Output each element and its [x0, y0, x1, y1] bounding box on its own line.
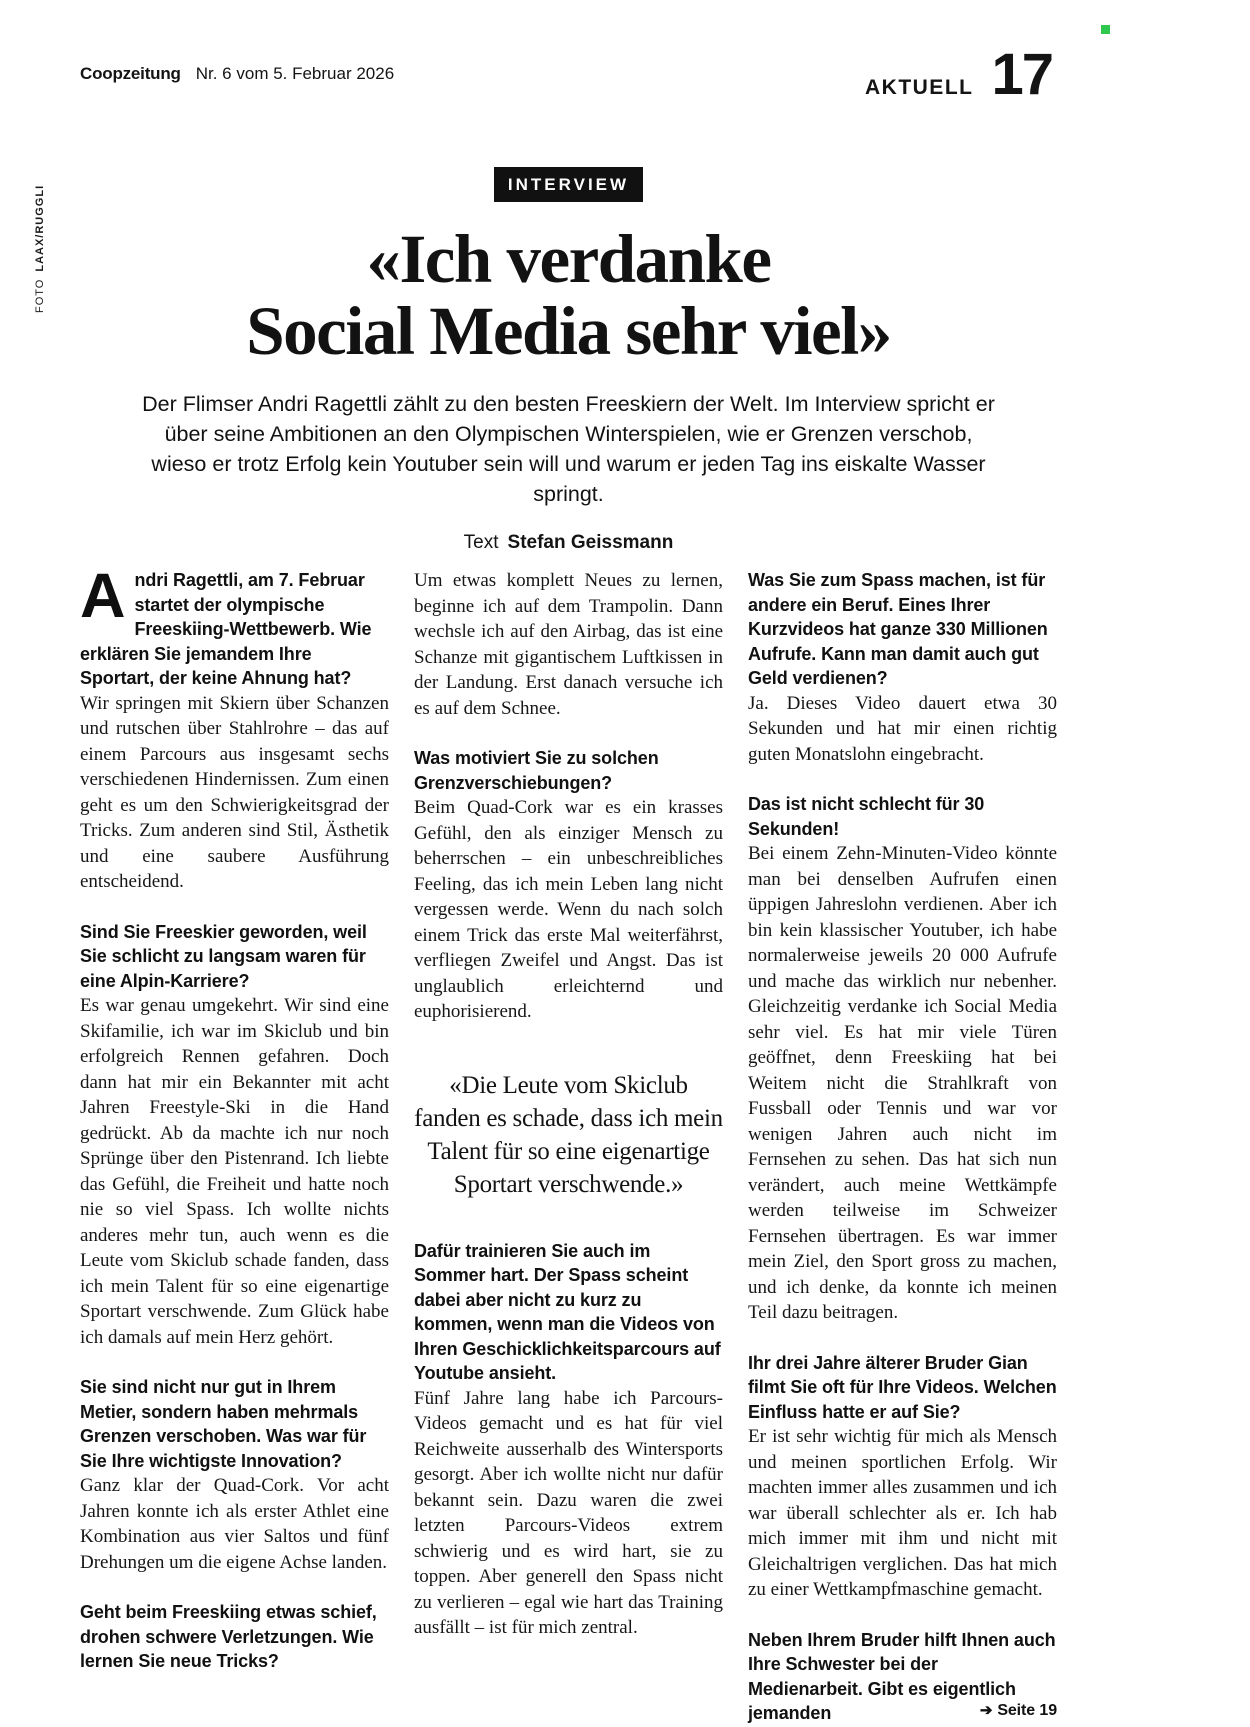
- continuation-reference: [972, 1699, 1057, 1724]
- byline-name: Stefan Geissmann: [507, 531, 674, 553]
- interview-question: Was motiviert Sie zu solchen Grenzverschiebungen?: [414, 748, 659, 793]
- byline: [80, 532, 1057, 554]
- interview-answer: Um etwas komplett Neues zu lernen, beginne ich auf dem Trampolin. Dann wechsle ich auf den Airbag, das ist eine Schanze mit gigantischem Luftkissen in der Landung. Erst danach versuche ich es auf dem Schnee.: [414, 570, 723, 719]
- question-text: Neben Ihrem Bruder hilft Ihnen auch Ihre Schwester bei der Medienarbeit. Gibt es eigentlich jemanden: [748, 1629, 1056, 1723]
- interview-question: Sind Sie Freeskier geworden, weil Sie schlicht zu langsam waren für eine Alpin-Karriere?: [80, 921, 367, 991]
- interview-answer: Beim Quad-Cork war es ein krasses Gefühl, den als einziger Mensch zu beherrschen – ein unbeschreibliches Feeling, das ich mein Leben lang nicht vergessen werde. Wenn du nach solch einem Trick das erste Mal weiterfährst, verfliegen Zweifel und Angst. Das ist unglaublich erleichternd und euphorisierend.: [414, 797, 723, 1022]
- photo-credit-name: LAAX/RUGGLI: [34, 184, 46, 272]
- interview-question: Geht beim Freeskiing etwas schief, drohen schwere Verletzungen. Wie lernen Sie neue Tricks?: [80, 1602, 377, 1671]
- interview-question: [80, 561, 389, 691]
- green-corner-mark: [1101, 25, 1110, 34]
- interview-answer: Bei einem Zehn-Minuten-Video könnte man bei denselben Aufrufen einen üppigen Jahreslohn verdienen. Aber ich bin kein klassischer Youtuber, ich habe normalerweise jeweils 20 000 Aufrufe und mache das wirklich nur nebenher. Gleichzeitig verdanke ich Social Media sehr viel. Es hat mir viele Türen geöffnet, denn Freeskiing hat bei Weitem nicht die Strahlkraft von Fussball oder Tennis und war vor wenigen Jahren auch nicht im Fernsehen zu sehen. Das hat sich nun verändert, auch meine Wettkämpfe werden teilweise im Schweizer Fernsehen übertragen. Es war immer mein Ziel, den Sport gross zu machen, und ich denke, da konnte ich meinen Teil dazu beitragen.: [748, 843, 1057, 1323]
- column-2: [414, 568, 723, 1726]
- article-head: [80, 167, 1057, 554]
- interview-question: Ihr drei Jahre älterer Bruder Gian filmt Sie oft für Ihre Videos. Welchen Einfluss hatte er auf Sie?: [748, 1352, 1057, 1422]
- interview-answer: Wir springen mit Skiern über Schanzen und rutschen über Stahlrohre – das auf einem Parcours aus insgesamt sechs verschiedenen Hindernissen. Zum einen geht es um den Schwierigkeitsgrad der Tricks. Zum anderen sind Stil, Ästhetik und eine saubere Ausführung entscheidend.: [80, 692, 389, 892]
- interview-question: Das ist nicht schlecht für 30 Sekunden!: [748, 794, 985, 839]
- interview-answer: Ganz klar der Quad-Cork. Vor acht Jahren konnte ich als erster Athlet eine Kombination aus vier Saltos und fünf Drehungen um die eigene Achse landen.: [80, 1475, 389, 1573]
- question-text: ndri Ragettli, am 7. Februar startet der olympische Freeskiing-Wettbewerb. Wie erklären Sie jemandem Ihre Sportart, der keine Ahnung hat?: [80, 570, 372, 688]
- column-1: [80, 561, 389, 1726]
- interview-question: Sie sind nicht nur gut in Ihrem Metier, sondern haben mehrmals Grenzen verschoben. Was war für Sie Ihre wichtigste Innovation?: [80, 1377, 367, 1471]
- page-number: 17: [991, 42, 1052, 107]
- column-3: [748, 568, 1057, 1726]
- interview-question: [748, 1628, 1057, 1726]
- lead-paragraph: Der Flimser Andri Ragettli zählt zu den besten Freeskiern der Welt. Im Interview spricht er über seine Ambitionen an den Olympischen Winterspielen, wie er Grenzen verschob, wieso er trotz Erfolg kein Youtuber sein will und warum er jeden Tag ins eiskalte Wasser springt.: [142, 391, 995, 506]
- interview-answer: Ja. Dieses Video dauert etwa 30 Sekunden und hat mir einen richtig guten Monatslohn eingebracht.: [748, 692, 1057, 765]
- interview-question: Was Sie zum Spass machen, ist für andere ein Beruf. Eines Ihrer Kurzvideos hat ganze 330 Millionen Aufrufe. Kann man damit auch gut Geld verdienen?: [748, 570, 1048, 688]
- interview-answer: Es war genau umgekehrt. Wir sind eine Skifamilie, ich war im Skiclub und bin erfolgreich Rennen gefahren. Doch dann hat mir ein Bekannter mit acht Jahren Freestyle-Ski in die Hand gedrückt. Ab da machte ich nur noch Sprünge über den Pistenrand. Ich liebte das Gefühl, die Freiheit und hatte noch nie so viel Spass. Ich wollte nichts anderes mehr tun, auch wenn es die Leute vom Skiclub schade fanden, dass ich mein Talent für so eine eigenartige Sportart verschwende. Zum Glück habe ich damals auf mein Herz gehört.: [80, 995, 389, 1348]
- interview-question: Dafür trainieren Sie auch im Sommer hart. Der Spass scheint dabei aber nicht zu kurz zu kommen, wenn man die Videos von Ihren Geschicklichkeitsparcours auf Youtube ansieht.: [414, 1240, 721, 1383]
- interview-answer: Er ist sehr wichtig für mich als Mensch und meinen sportlichen Erfolg. Wir machten immer alles zusammen und ich war überall schlechter als er. Ich hab mich immer mit ihm und nicht mit Gleichaltrigen verglichen. Das hat mich zu einer Wettkampfmaschine gemacht.: [748, 1426, 1057, 1600]
- article-columns: [80, 561, 1057, 1726]
- photo-credit-label: FOTO: [34, 278, 46, 313]
- masthead-left: [80, 64, 394, 84]
- continuation-label: Seite 19: [997, 1702, 1057, 1719]
- drop-cap: A: [80, 561, 125, 631]
- headline-line2: Social Media sehr viel»: [246, 293, 891, 370]
- interview-answer: Fünf Jahre lang habe ich Parcours-Videos gemacht und es hat für viel Reichweite ausserhalb des Wintersports gesorgt. Aber ich wollte nicht nur dafür bekannt sein. Dazu waren die zwei letzten Parcours-Videos extrem schwierig und es wird hart, sie zu toppen. Aber generell den Spass nicht zu verlieren – egal wie hart das Training ausfällt – ist für mich zentral.: [414, 1387, 723, 1638]
- headline-line1: «Ich verdanke: [366, 221, 771, 297]
- pull-quote: «Die Leute vom Skiclub fanden es schade, dass ich mein Talent für so eine eigenartige Sportart verschwende.»: [414, 1071, 723, 1198]
- arrow-right-icon: ➔: [979, 1702, 993, 1719]
- photo-credit: [34, 185, 46, 313]
- paper-name: Coopzeitung: [80, 64, 181, 83]
- kicker-badge: INTERVIEW: [494, 167, 643, 202]
- byline-label: Text: [463, 531, 499, 553]
- issue-info: Nr. 6 vom 5. Februar 2026: [195, 64, 395, 83]
- section-label: AKTUELL: [864, 76, 974, 99]
- headline: [80, 223, 1057, 368]
- masthead-right: [864, 42, 1052, 107]
